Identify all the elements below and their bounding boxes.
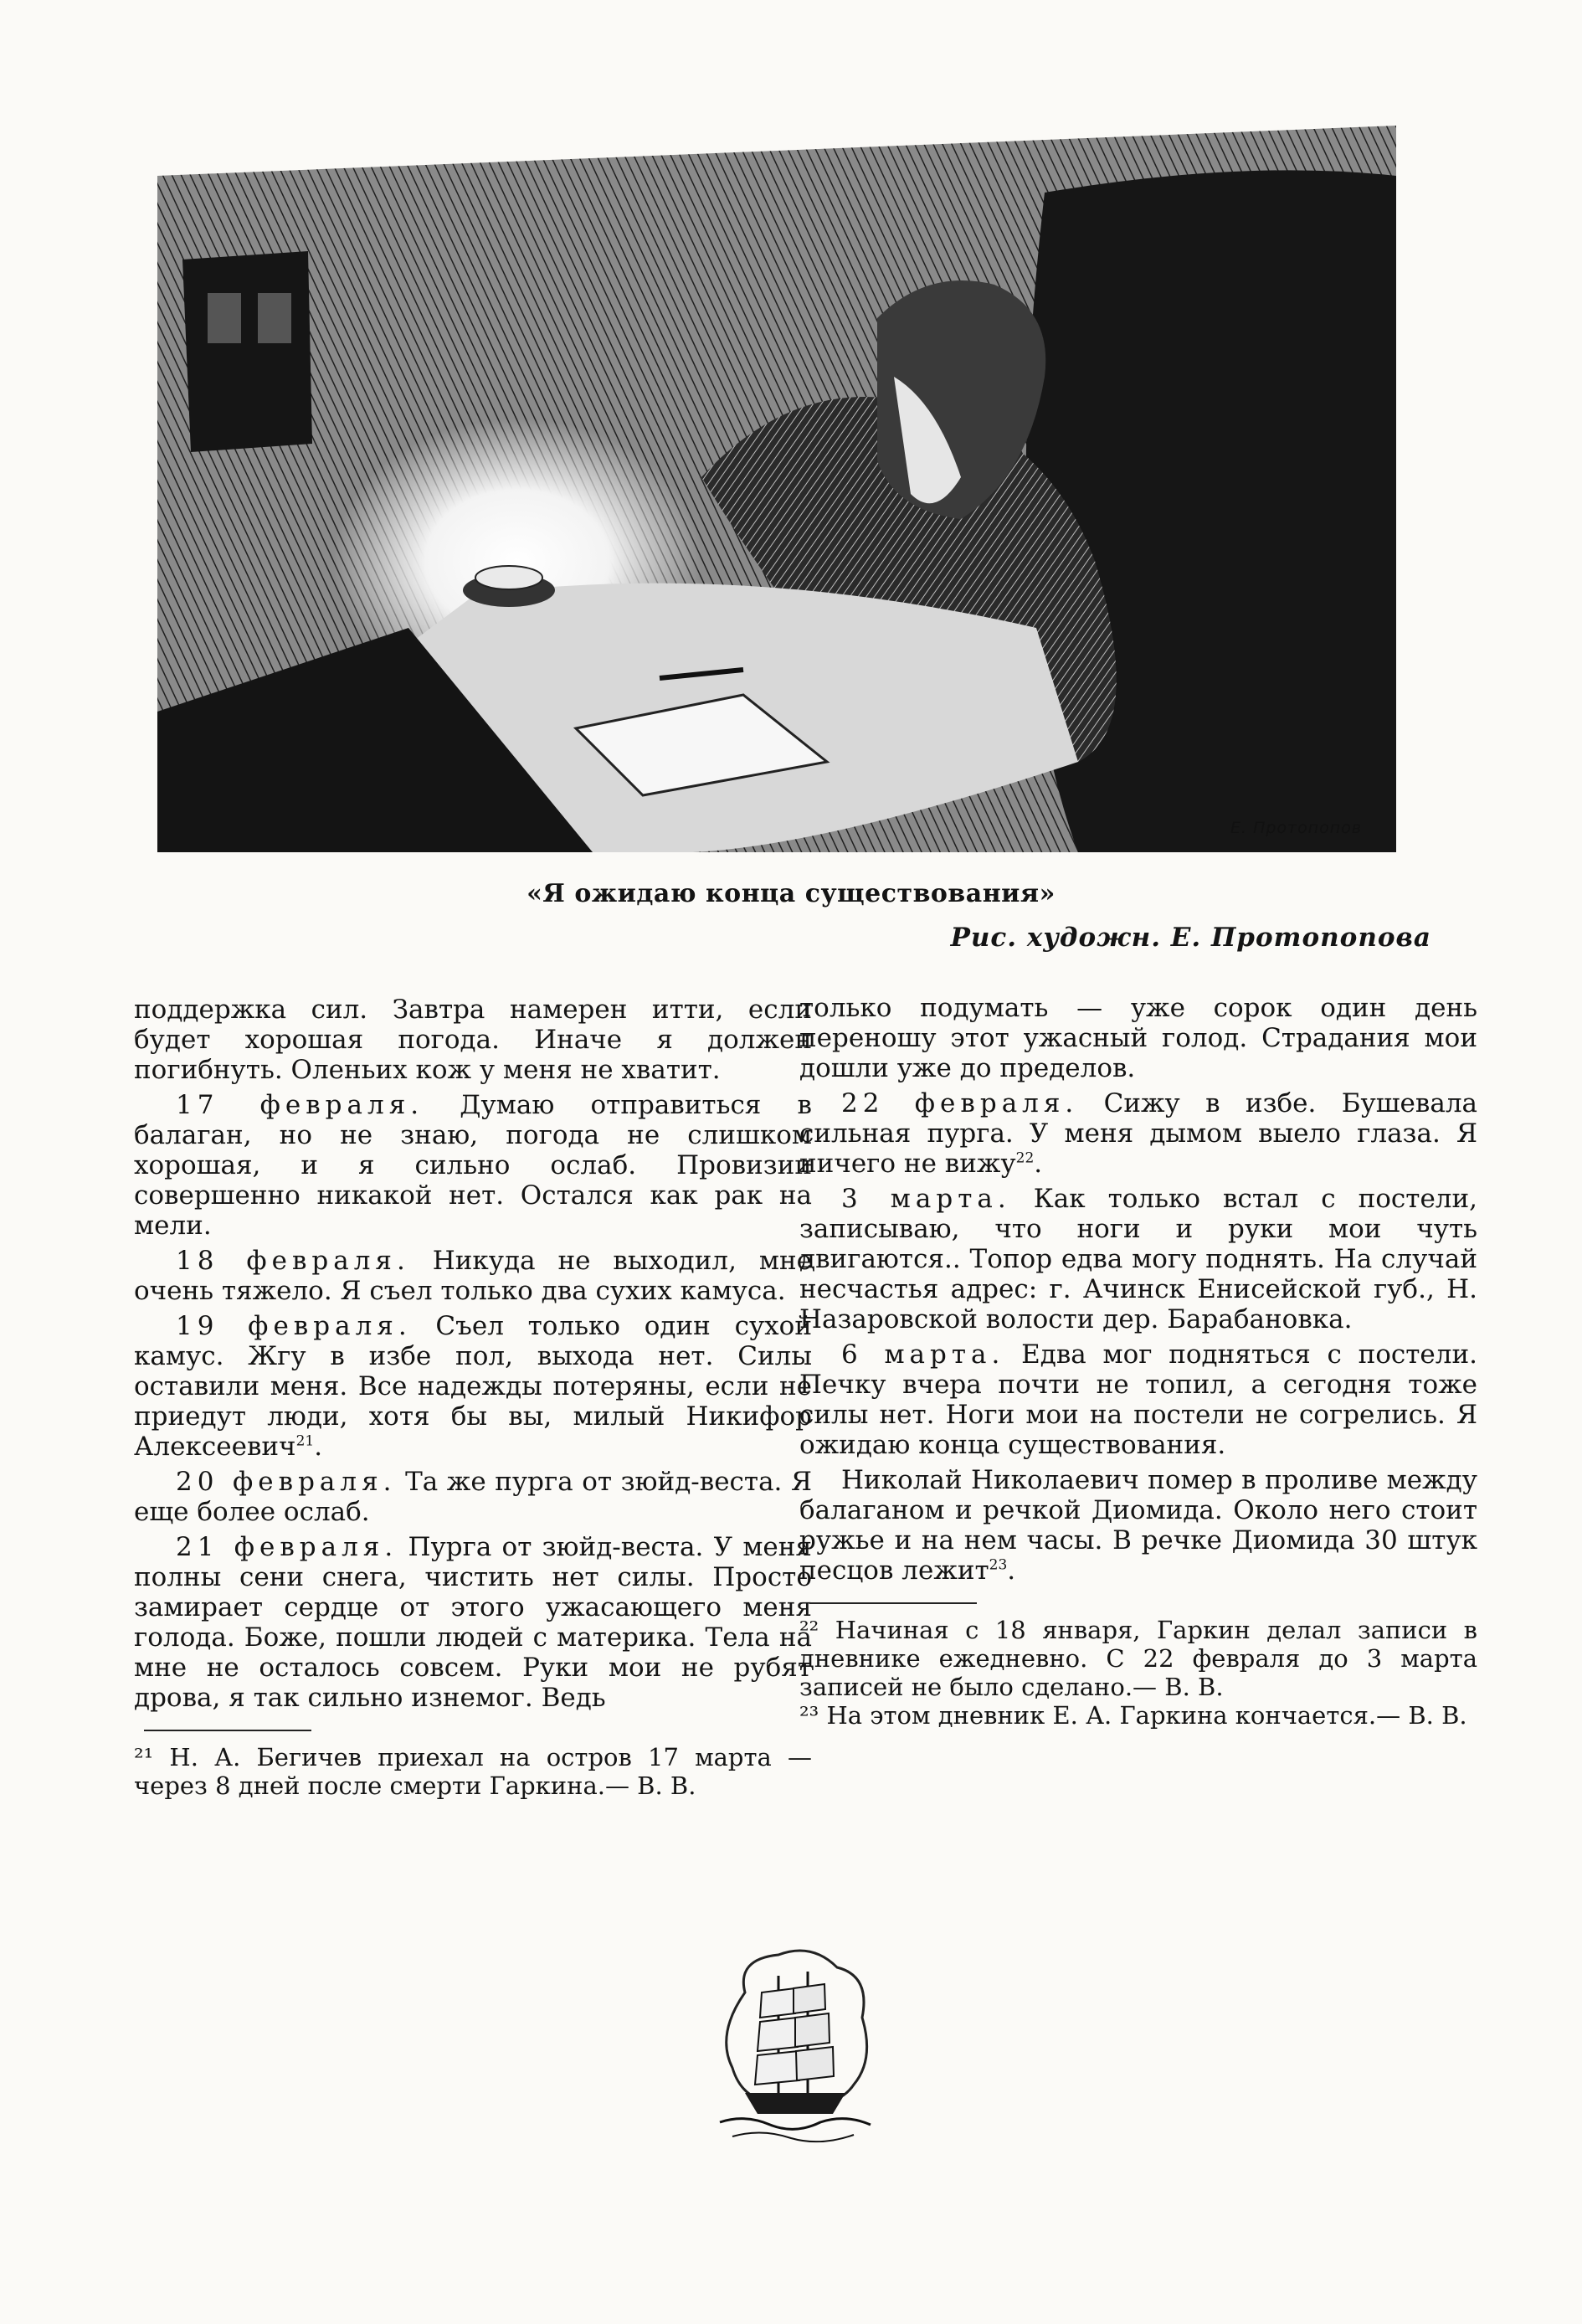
diary-entry-20-feb [134,1467,812,1527]
entry-date: 3 марта. [841,1184,1011,1214]
entry-text: Думаю отправиться в балаган, но не знаю, погода не слишком хорошая, и я сильно ослаб. Провизии совершенно никакой нет. Остался как рак на мели. [134,1090,812,1241]
entry-date: 21 февраля. [176,1532,398,1562]
entry-date: 22 февраля. [841,1088,1079,1118]
footnote-rule [809,1602,977,1604]
entry-text: Как только встал с постели, записываю, что ноги и руки мои чуть двигаются.. Топор едва могу поднять. На случай несчастья адрес: г. Ачинск Енисейской губ., Н. Назаровской волости дер. Барабановка. [799,1184,1477,1334]
entry-text: Пурга от зюйд-веста. У меня полны сени снега, чистить нет силы. Просто замирает сердце от этого ужасающего меня голода. Боже, пошли людей с материка. Тела на мне не осталось совсем. Руки мои не рубят дрова, я так сильно изнемог. Ведь [134,1532,812,1713]
entry-text: Съел только один сухой камус. Жгу в избе пол, выхода нет. Силы оставили меня. Все надежды потеряны, если не приедут люди, хотя бы вы, милый Никифор Алексеевич [134,1311,812,1462]
diary-entry-21-feb [134,1532,812,1713]
illustration-man-at-table [157,126,1396,852]
entry-end: . [1007,1555,1016,1586]
footnote-21: ²¹ Н. А. Бегичев приехал на остров 17 марта — через 8 дней после смерти Гаркина.— В. В. [134,1743,812,1800]
diary-entry-18-feb [134,1246,812,1306]
footnote-23: ²³ На этом дневник Е. А. Гаркина кончается.— В. В. [799,1701,1467,1730]
entry-date: 6 марта. [841,1339,1005,1370]
entry-date: 17 февраля. [176,1090,424,1120]
entry-text: Едва мог подняться с постели. Печку вчера почти не топил, а сегодня тоже силы нет. Ноги мои на постели не согрелись. Я ожидаю конца существования. [799,1339,1477,1460]
figure-caption: «Я ожидаю конца существования» [526,879,1056,908]
illustration-drawing [157,126,1396,852]
diary-entry-19-feb [134,1311,812,1462]
right-column [799,993,1477,1730]
entry-text: Никуда не выходил, мне очень тяжело. Я съел только два сухих камуса. [134,1246,812,1306]
figure-credit: Рис. художн. Е. Протопопова [950,923,1431,953]
diary-entry-3-mar [799,1184,1477,1334]
entry-date: 18 февраля. [176,1246,410,1276]
entry-end: . [314,1432,323,1462]
footnote-ref: 21 [295,1432,315,1450]
entry-end: . [1034,1149,1043,1179]
entry-date: 19 февраля. [176,1311,412,1341]
closing-paragraph [799,1465,1477,1586]
diary-entry-17-feb [134,1090,812,1241]
entry-text: Николай Николаевич помер в проливе между балаганом и речкой Диомида. Около него стоит ружье и на нем часы. В речке Диомида 30 штук песцов лежит [799,1465,1477,1586]
entry-text: Та же пурга от зюйд-веста. Я еще более ослаб. [134,1467,813,1527]
footnote-22: ²² Начиная с 18 января, Гаркин делал записи в дневнике ежедневно. С 22 февраля до 3 марта записей не было сделано.— В. В. [799,1616,1477,1701]
footnote-rule [144,1730,311,1731]
diary-paragraph: поддержка сил. Завтра намерен итти, если будет хорошая погода. Иначе я должен погибнуть. Оленьих кож у меня не хватит. [134,995,812,1085]
left-column [134,995,812,1800]
diary-paragraph: только подумать — уже сорок один день переношу этот ужасный голод. Страдания мои дошли уже до пределов. [799,993,1477,1083]
footnote-ref: 22 [1015,1149,1035,1167]
footnote-ref: 23 [989,1556,1008,1574]
artist-signature: Е. Протопопов [1230,819,1363,837]
diary-entry-6-mar [799,1339,1477,1460]
diary-entry-22-feb [799,1088,1477,1179]
entry-date: 20 февраля. [176,1467,397,1497]
sailing-ship-vignette [711,1942,879,2152]
ship-icon [711,1942,879,2152]
entry-text: Сижу в избе. Бушевала сильная пурга. У меня дымом выело глаза. Я ничего не вижу [799,1088,1477,1179]
